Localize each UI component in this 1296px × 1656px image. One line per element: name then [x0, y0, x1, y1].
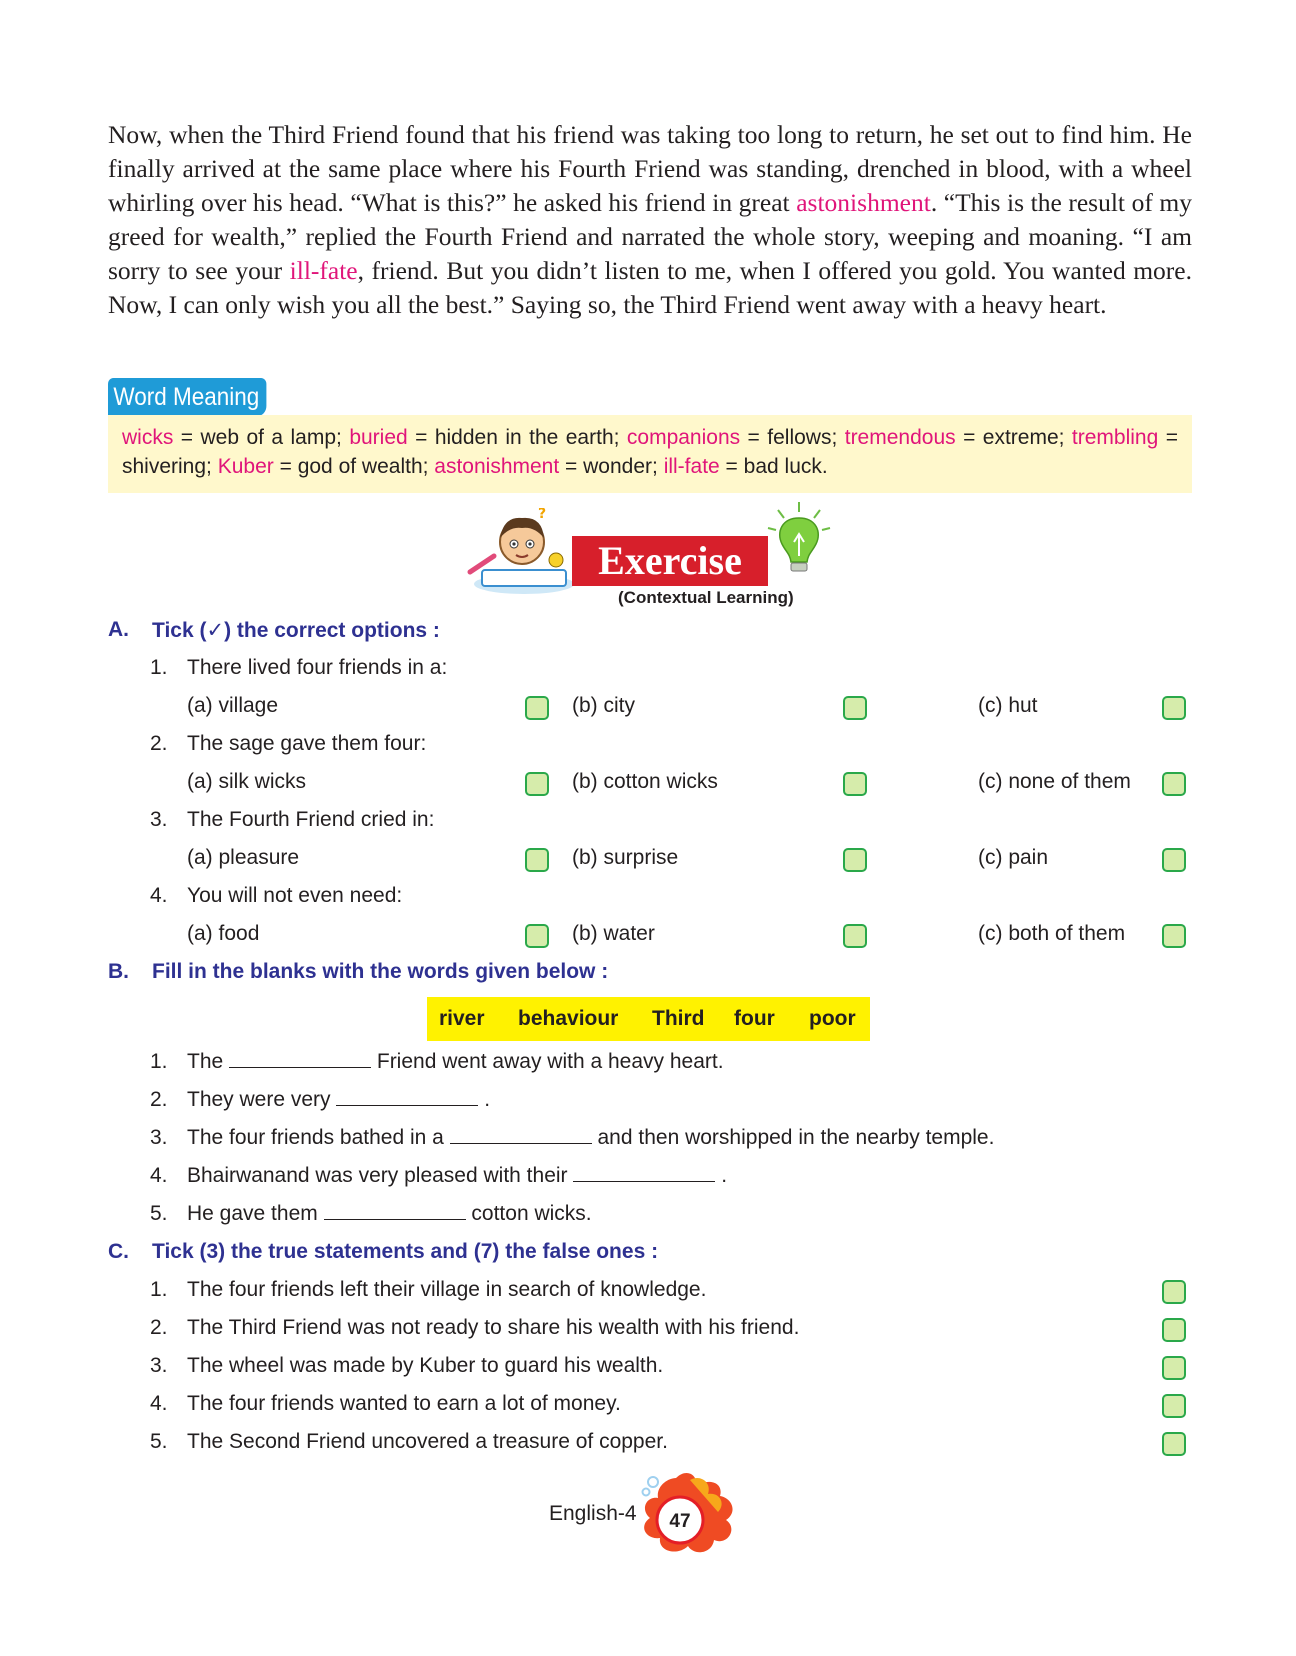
- item-number: 3.: [150, 1354, 168, 1377]
- true-false-box[interactable]: [1162, 1432, 1186, 1456]
- true-false-box[interactable]: [1162, 1394, 1186, 1418]
- item-number: 1.: [150, 1278, 168, 1301]
- tick-box[interactable]: [1162, 772, 1186, 796]
- glossary-word-astonishment: astonishment: [796, 188, 931, 217]
- tick-box[interactable]: [1162, 924, 1186, 948]
- sentence-start: Bhairwanand was very pleased with their: [187, 1164, 574, 1187]
- book-name: English-4: [549, 1502, 637, 1525]
- option-a: (a) village: [187, 694, 279, 717]
- true-false-box[interactable]: [1162, 1318, 1186, 1342]
- tick-box[interactable]: [843, 848, 867, 872]
- question-number: 1.: [150, 656, 168, 679]
- wm-meaning: = fellows;: [740, 426, 845, 449]
- question-number: 4.: [150, 884, 168, 907]
- option-b: (b) water: [572, 922, 655, 945]
- wm-meaning: = wonder;: [559, 455, 664, 478]
- wm-meaning: = extreme;: [955, 426, 1072, 449]
- wm-word: wicks: [122, 426, 174, 449]
- section-instruction: Tick (3) the true statements and (7) the false ones :: [152, 1240, 659, 1263]
- section-letter: B.: [108, 960, 129, 983]
- tick-box[interactable]: [843, 924, 867, 948]
- sentence-start: He gave them: [187, 1202, 324, 1225]
- word-bank-item: four: [734, 1007, 775, 1030]
- exercise-subtitle: (Contextual Learning): [618, 588, 794, 607]
- tick-box[interactable]: [525, 848, 549, 872]
- wm-word: Kuber: [217, 455, 274, 478]
- question-text: The Fourth Friend cried in:: [187, 808, 435, 831]
- item-number: 4.: [150, 1392, 168, 1415]
- tick-box[interactable]: [843, 696, 867, 720]
- true-false-box[interactable]: [1162, 1280, 1186, 1304]
- wm-word: trembling: [1071, 426, 1159, 449]
- sentence-end: cotton wicks.: [465, 1202, 592, 1225]
- item-number: 2.: [150, 1316, 168, 1339]
- blank-field[interactable]: [229, 1051, 371, 1068]
- item-number: 3.: [150, 1126, 168, 1149]
- page-number: 47: [669, 1511, 691, 1532]
- wm-meaning: = web of a lamp;: [173, 426, 350, 449]
- sentence-start: The four friends bathed in a: [187, 1126, 450, 1149]
- story-text-3: , friend. But you didn’t listen to me, when I offered you gold. You wanted more. Now, I can only wish you all the best.” Saying so, the Third Friend went away with a heavy heart.: [108, 256, 1192, 319]
- option-b: (b) surprise: [572, 846, 679, 869]
- tick-box[interactable]: [525, 772, 549, 796]
- option-c: (c) hut: [978, 694, 1038, 717]
- lightbulb-icon: [764, 500, 834, 584]
- wm-meaning: = shivering;: [122, 426, 1178, 478]
- tick-box[interactable]: [1162, 848, 1186, 872]
- fill-blank-sentence: [187, 1088, 490, 1112]
- option-b: (b) city: [572, 694, 635, 717]
- question-text: The sage gave them four:: [187, 732, 427, 755]
- student-reading-icon: [464, 508, 574, 598]
- word-bank-item: poor: [809, 1007, 856, 1030]
- svg-text:?: ?: [538, 508, 547, 522]
- sentence-start: They were very: [187, 1088, 337, 1111]
- word-bank-item: river: [439, 1007, 485, 1030]
- word-meaning-box: [108, 415, 1192, 493]
- statement-text: The Second Friend uncovered a treasure of copper.: [187, 1430, 668, 1453]
- question-number: 2.: [150, 732, 168, 755]
- question-number: 3.: [150, 808, 168, 831]
- option-b: (b) cotton wicks: [572, 770, 718, 793]
- question-text: There lived four friends in a:: [187, 656, 448, 679]
- blank-field[interactable]: [450, 1127, 592, 1144]
- word-bank: [427, 997, 870, 1041]
- story-paragraph: [108, 118, 1192, 322]
- option-a: (a) pleasure: [187, 846, 300, 869]
- option-a: (a) food: [187, 922, 260, 945]
- sentence-end: .: [478, 1088, 491, 1111]
- exercise-title: Exercise: [572, 536, 768, 586]
- statement-text: The wheel was made by Kuber to guard his wealth.: [187, 1354, 664, 1377]
- statement-text: The four friends wanted to earn a lot of money.: [187, 1392, 621, 1415]
- item-number: 2.: [150, 1088, 168, 1111]
- fill-blank-sentence: [187, 1126, 994, 1150]
- option-c: (c) none of them: [978, 770, 1131, 793]
- true-false-box[interactable]: [1162, 1356, 1186, 1380]
- wm-meaning: = hidden in the earth;: [407, 426, 627, 449]
- page-number-badge: [628, 1468, 748, 1558]
- word-bank-item: Third: [652, 1007, 705, 1030]
- sentence-end: and then worshipped in the nearby temple.: [591, 1126, 995, 1149]
- wm-word: tremendous: [844, 426, 956, 449]
- sentence-end: Friend went away with a heavy heart.: [371, 1050, 724, 1073]
- statement-text: The four friends left their village in search of knowledge.: [187, 1278, 707, 1301]
- tick-box[interactable]: [525, 696, 549, 720]
- exercise-header: [464, 500, 844, 612]
- word-meaning-title: Word Meaning: [108, 378, 267, 416]
- option-a: (a) silk wicks: [187, 770, 306, 793]
- item-number: 4.: [150, 1164, 168, 1187]
- blank-field[interactable]: [336, 1089, 478, 1106]
- wm-word: buried: [349, 426, 408, 449]
- tick-box[interactable]: [1162, 696, 1186, 720]
- tick-box[interactable]: [525, 924, 549, 948]
- wm-word: astonishment: [434, 455, 560, 478]
- word-bank-item: behaviour: [518, 1007, 619, 1030]
- wm-meaning: = bad luck.: [719, 455, 828, 478]
- option-c: (c) pain: [978, 846, 1049, 869]
- question-text: You will not even need:: [187, 884, 403, 907]
- wm-word: ill-fate: [663, 455, 720, 478]
- option-c: (c) both of them: [978, 922, 1126, 945]
- fill-blank-sentence: [187, 1202, 592, 1226]
- fill-blank-sentence: [187, 1050, 724, 1074]
- glossary-word-ill-fate: ill-fate: [289, 256, 358, 285]
- tick-box[interactable]: [843, 772, 867, 796]
- sentence-start: The: [187, 1050, 230, 1073]
- wm-word: companions: [626, 426, 741, 449]
- blank-field[interactable]: [573, 1165, 715, 1182]
- blank-field[interactable]: [324, 1203, 466, 1220]
- item-number: 5.: [150, 1202, 168, 1225]
- statement-text: The Third Friend was not ready to share his wealth with his friend.: [187, 1316, 800, 1339]
- section-letter: A.: [108, 618, 129, 641]
- item-number: 1.: [150, 1050, 168, 1073]
- story-text-1: Now, when the Third Friend found that his friend was taking too long to return, he set out to find him. He finally arrived at the same place where his Fourth Friend was standing, drenched in blood, with a wheel whirling over his head. “What is this?” he asked his friend in great: [108, 120, 1192, 217]
- fill-blank-sentence: [187, 1164, 727, 1188]
- sentence-end: .: [715, 1164, 728, 1187]
- section-letter: C.: [108, 1240, 129, 1263]
- wm-meaning: = god of wealth;: [273, 455, 435, 478]
- section-instruction: Tick (✓) the correct options :: [152, 619, 440, 642]
- story-text-2: . “This is the result of my greed for wealth,” replied the Fourth Friend and narrated the whole story, weeping and moaning. “I am sorry to see your: [108, 188, 1193, 285]
- section-instruction: Fill in the blanks with the words given below :: [152, 960, 609, 983]
- item-number: 5.: [150, 1430, 168, 1453]
